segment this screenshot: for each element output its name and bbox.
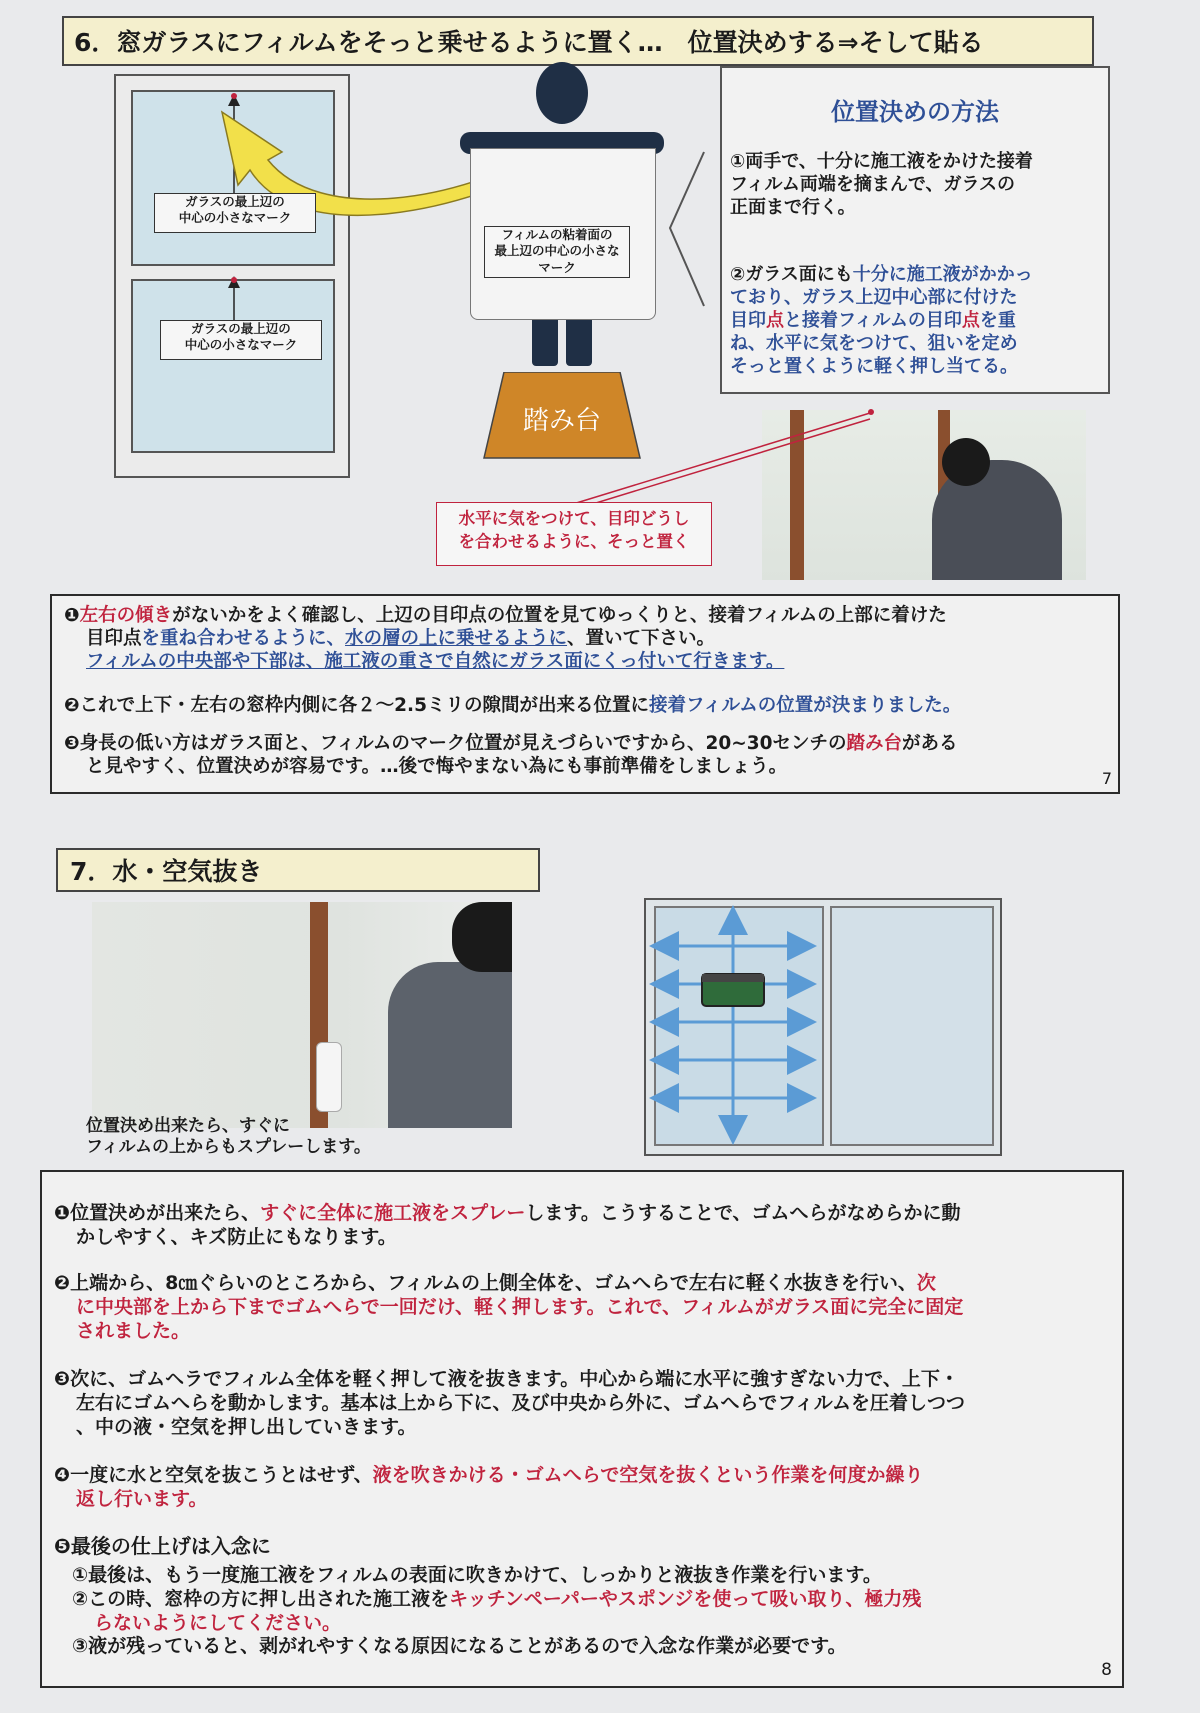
photo-spraying-film [92,902,512,1128]
note7-5-title: ❺最後の仕上げは入念に [54,1534,271,1558]
section7-notes [40,1170,1124,1688]
section6-title: 6．窓ガラスにフィルムをそっと乗せるように置く… 位置決めする⇒そして貼る [62,16,1094,66]
photo2-woman-head [452,902,512,972]
note6-1: ❶左右の傾きがないかをよく確認し、上辺の目印点の位置を見てゆっくりと、接着フィルムの上部に着けた 目印点を重ね合わせるように、水の層の上に乗せるように、置いて下さい。 フィルムの中央部や下部は、施工液の重さで自然にガラス面にくっ付いて行きます。 [64,605,947,673]
note7-2: ❷上端から、8㎝ぐらいのところから、フィルムの上側全体を、ゴムへらで左右に軽く水抜きを行い、次 に中央部を上から下までゴムへらで一回だけ、軽く押します。これで、フィルムがガラス面に完全に固定 されました。 [54,1272,964,1342]
note7-5-list: ①最後は、もう一度施工液をフィルムの表面に吹きかけて、しっかりと液抜き作業を行います。 ②この時、窓枠の方に押し出された施工液をキッチンペーパーやスポンジを使って吸い取り、極力残 らないようにしてください。 ③液が残っていると、剥がれやすくなる原因になることがあるので入念な作業が必要です。 [72,1564,922,1658]
callout-box: 水平に気をつけて、目印どうし を合わせるように、そっと置く [436,502,712,566]
spray-bottle-icon [316,1042,342,1112]
upper-glass-mark-label: ガラスの最上辺の 中心の小さなマーク [154,193,316,233]
section7-title: 7．水・空気抜き [56,848,540,892]
note6-2: ❷これで上下・左右の窓枠内側に各２～2.5ミリの隙間が出来る位置に接着フィルムの位置が決まりました。 [64,695,962,716]
note6-3: ❸身長の低い方はガラス面と、フィルムのマーク位置が見えづらいですから、20~30センチの踏み台がある と見やすく、位置決めが容易です。…後で悔やまない為にも事前準備をしましょう。 [64,733,958,778]
film-mark-label: フィルムの粘着面の 最上辺の中心の小さな マーク [484,226,630,278]
method-title: 位置決めの方法 [831,98,999,126]
lower-glass-mark-label: ガラスの最上辺の 中心の小さなマーク [160,320,322,360]
page-number-8: 8 [1101,1660,1112,1680]
section6-notes [50,594,1120,794]
squeegee-direction-arrows [644,898,1002,1156]
method-step-1: ①両手で、十分に施工液をかけた接着 フィルム両端を摘まんで、ガラスの 正面まで行く。 [730,151,1033,219]
spray-caption: 位置決め出来たら、すぐに フィルムの上からもスプレーします。 [86,1116,371,1158]
note7-3: ❸次に、ゴムヘラでフィルム全体を軽く押して液を抜きます。中心から端に水平に強すぎない力で、上下・ 左右にゴムへらを動かします。基本は上から下に、及び中央から外に、ゴムへらでフィルムを圧着しつつ 、中の液・空気を押し出していきます。 [54,1368,966,1438]
step-stool-label: 踏み台 [522,406,601,436]
photo2-woman [388,962,512,1128]
method-step-2: ②ガラス面にも十分に施工液がかかっ ており、ガラス上辺中心部に付けた 目印点と接着フィルムの目印点を重 ね、水平に気をつけて、狙いを定め そっと置くように軽く押し当てる。 [730,264,1033,378]
page-number-7: 7 [1101,769,1112,788]
note7-4: ❹一度に水と空気を抜こうとはせず、液を吹きかける・ゴムへらで空気を抜くという作業を何度か繰り 返し行います。 [54,1464,924,1510]
note7-1: ❶位置決めが出来たら、すぐに全体に施工液をスプレーします。こうすることで、ゴムへらがなめらかに動 かしやすく、キズ防止にもなります。 [54,1202,961,1248]
